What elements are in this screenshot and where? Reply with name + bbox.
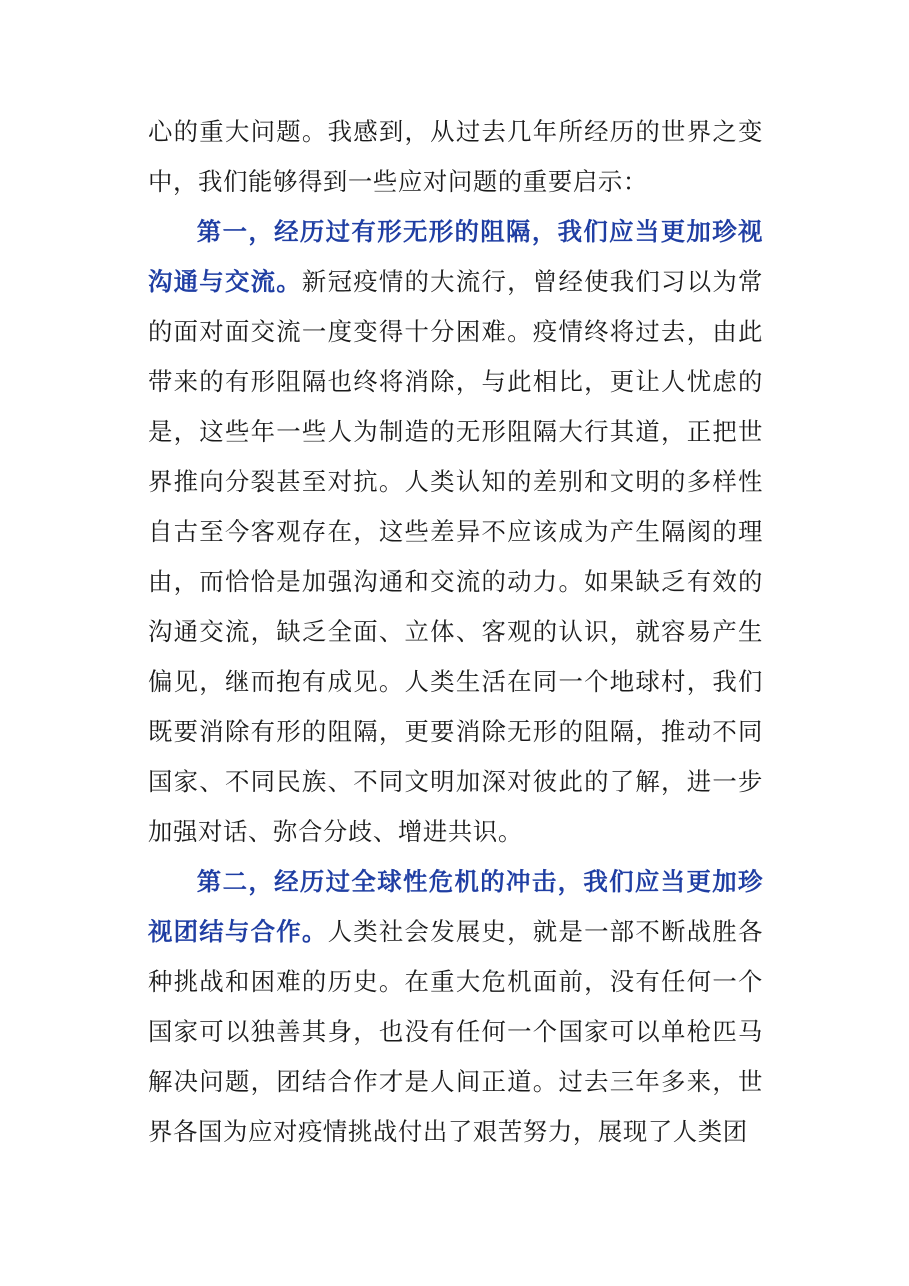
paragraph-first-point xyxy=(148,207,763,857)
paragraph-second-point xyxy=(148,857,763,1157)
paragraph-body-text: 新冠疫情的大流行，曾经使我们习以为常的面对面交流一度变得十分困难。疫情终将过去，由此带来的有形阻隔也终将消除，与此相比，更让人忧虑的是，这些年一些人为制造的无形阻隔大行其道，正把世界推向分裂甚至对抗。人类认知的差别和文明的多样性自古至今客观存在，这些差异不应该成为产生隔阂的理由，而恰恰是加强沟通和交流的动力。如果缺乏有效的沟通交流，缺乏全面、立体、客观的认识，就容易产生偏见，继而抱有成见。人类生活在同一个地球村，我们既要消除有形的阻隔，更要消除无形的阻隔，推动不同国家、不同民族、不同文明加深对彼此的了解，进一步加强对话、弥合分歧、增进共识。 xyxy=(148,267,763,846)
paragraph-continued xyxy=(148,107,763,207)
paragraph-body-text: 人类社会发展史，就是一部不断战胜各种挑战和困难的历史。在重大危机面前，没有任何一个国家可以独善其身，也没有任何一个国家可以单枪匹马解决问题，团结合作才是人间正道。过去三年多来，世界各国为应对疫情挑战付出了艰苦努力，展现了人类团 xyxy=(148,917,764,1146)
document-body xyxy=(148,107,763,1157)
paragraph-heading: 第二，经历过全球性危机的冲击，我们应当更加珍视团结与合作。 xyxy=(148,867,763,946)
paragraph-body-text: 心的重大问题。我感到，从过去几年所经历的世界之变中，我们能够得到一些应对问题的重要启示： xyxy=(148,117,763,196)
paragraph-heading: 第一，经历过有形无形的阻隔，我们应当更加珍视沟通与交流。 xyxy=(148,217,763,296)
